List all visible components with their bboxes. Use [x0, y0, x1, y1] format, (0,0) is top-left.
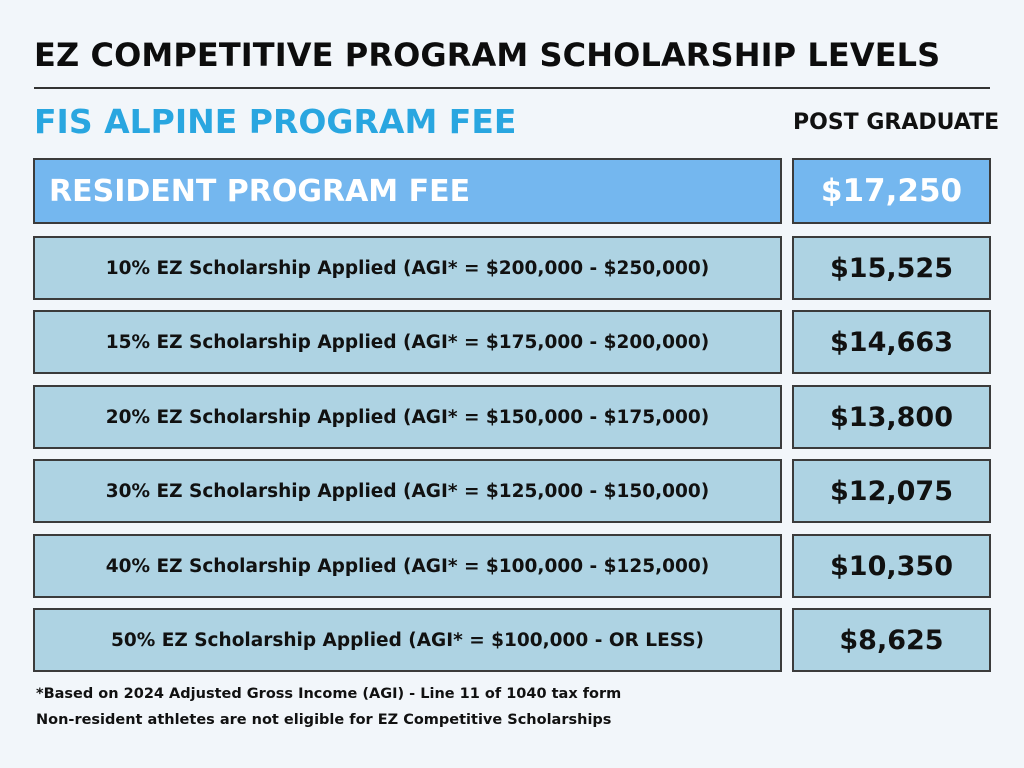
scholarship-row-label: 50% EZ Scholarship Applied (AGI* = $100,000 - OR LESS): [111, 629, 704, 651]
scholarship-row-label-cell: [33, 459, 782, 523]
scholarship-row-label-cell: [33, 385, 782, 449]
resident-fee-value: $17,250: [820, 173, 963, 209]
scholarship-row-label: 10% EZ Scholarship Applied (AGI* = $200,000 - $250,000): [105, 257, 710, 279]
footnote-agi: *Based on 2024 Adjusted Gross Income (AGI) - Line 11 of 1040 tax form: [36, 686, 622, 702]
scholarship-row-value-cell: [792, 608, 991, 672]
scholarship-row-value-cell: [792, 459, 991, 523]
scholarship-row-value: $14,663: [830, 326, 953, 358]
scholarship-row-value-cell: [792, 534, 991, 598]
scholarship-row-label-cell: [33, 608, 782, 672]
page-title: EZ COMPETITIVE PROGRAM SCHOLARSHIP LEVELS: [34, 36, 941, 74]
scholarship-row-label-cell: [33, 236, 782, 300]
scholarship-row-value-cell: [792, 310, 991, 374]
resident-fee-label: RESIDENT PROGRAM FEE: [49, 173, 471, 209]
title-divider: [34, 87, 990, 89]
scholarship-row-value: $12,075: [830, 475, 953, 507]
scholarship-row-value: $10,350: [830, 550, 953, 582]
program-subtitle: FIS ALPINE PROGRAM FEE: [34, 102, 517, 141]
footnote-non-resident: Non-resident athletes are not eligible for EZ Competitive Scholarships: [36, 712, 612, 728]
scholarship-row-label: 15% EZ Scholarship Applied (AGI* = $175,000 - $200,000): [105, 331, 710, 353]
scholarship-row-label-cell: [33, 310, 782, 374]
column-header-post-graduate: POST GRADUATE: [793, 110, 1000, 135]
scholarship-row-label-cell: [33, 534, 782, 598]
scholarship-row-label: 30% EZ Scholarship Applied (AGI* = $125,000 - $150,000): [105, 480, 710, 502]
scholarship-row-value-cell: [792, 236, 991, 300]
scholarship-row-value: $8,625: [839, 624, 944, 656]
scholarship-row-value-cell: [792, 385, 991, 449]
scholarship-row-value: $13,800: [830, 401, 953, 433]
scholarship-row-label: 40% EZ Scholarship Applied (AGI* = $100,000 - $125,000): [105, 555, 710, 577]
scholarship-row-value: $15,525: [830, 252, 953, 284]
resident-fee-value-cell: [792, 158, 991, 224]
resident-fee-label-cell: [33, 158, 782, 224]
scholarship-row-label: 20% EZ Scholarship Applied (AGI* = $150,000 - $175,000): [105, 406, 710, 428]
